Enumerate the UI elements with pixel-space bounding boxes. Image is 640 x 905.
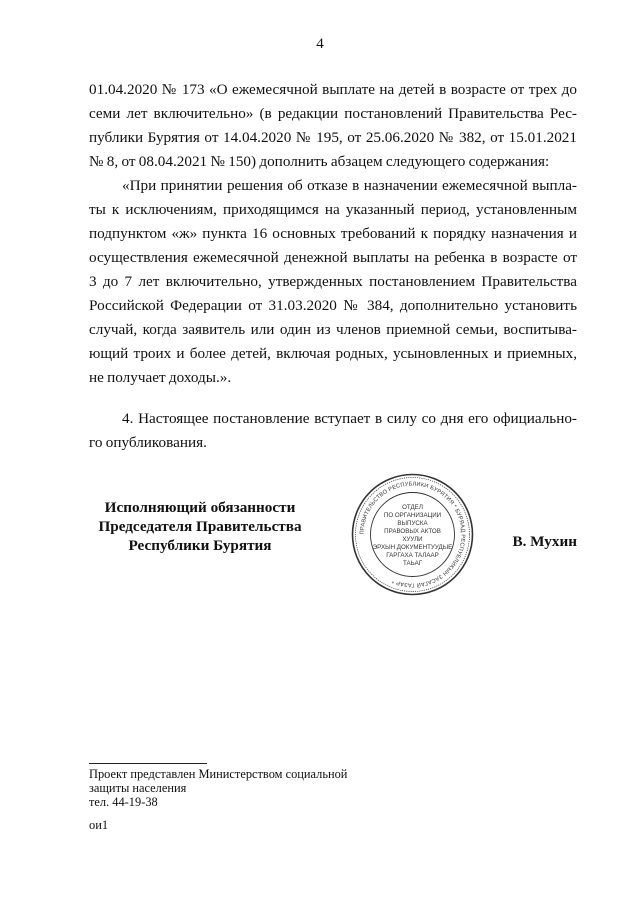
signer-position-line: Республики Бурятия (128, 537, 272, 554)
footnote-line: Проект представлен Министерством социальной (89, 767, 348, 781)
text-line: осуществления ежемесячной денежной выплаты на ребенка в возрасте от (89, 249, 577, 266)
document-code: ои1 (89, 818, 109, 832)
text-line: № 8, от 08.04.2021 № 150) дополнить абзацем следующего содержания: (89, 153, 550, 170)
seal-line: ПО ОРГАНИЗАЦИИ (383, 512, 442, 519)
text-line: не получает доходы.». (89, 369, 232, 386)
text-line: семи лет включительно» (в редакции постановлений Правительства Рес- (89, 105, 577, 122)
seal-line: ХУУЛИ (402, 536, 423, 543)
text-line: Российской Федерации от 31.03.2020 № 384, дополнительно установить (89, 297, 577, 314)
text-line: случай, когда заявитель или один из членов приемной семьи, воспитыва- (89, 321, 577, 338)
text-line: «При принятии решения об отказе в назначении ежемесячной выпла- (122, 177, 577, 194)
text-line: подпунктом «ж» пункта 16 основных требований к порядку назначения и (89, 225, 577, 242)
seal-line: ЭРХЫН ДОКУМЕНТУУДЫЕ (372, 544, 453, 551)
signer-position-line: Исполняющий обязанности (104, 499, 296, 516)
text-line: ющий троих и более детей, включая родных, усыновленных и приемных, (89, 345, 577, 362)
text-line: 3 до 7 лет включительно, утвержденных постановлением Правительства (89, 273, 577, 290)
footnote-divider (89, 763, 207, 764)
signer-position-line: Председателя Правительства (98, 518, 302, 535)
seal-line: ВЫПУСКА (397, 520, 428, 527)
text-line: го опубликования. (89, 434, 207, 451)
text-line: ты к исключениям, приходящимся на указанный период, установленным (89, 201, 577, 218)
seal-line: ПРАВОВЫХ АКТОВ (384, 528, 441, 535)
text-line: 4. Настоящее постановление вступает в силу со дня его официально- (122, 410, 577, 427)
official-seal (350, 472, 475, 597)
footnote-line: защиты населения (89, 781, 187, 795)
page-number: 4 (316, 36, 324, 52)
seal-ring-text: ПРАВИТЕЛЬСТВО РЕСПУБЛИКИ БУРЯТИЯ * БУРЯАД РЕСПУБЛИКЫН ЗАСАГАЙ ГАЗАР * (359, 481, 466, 588)
seal-line: ОТДЕЛ (402, 504, 423, 511)
text-line: публики Бурятия от 14.04.2020 № 195, от 25.06.2020 № 382, от 15.01.2021 (89, 129, 577, 146)
signer-name: В. Мухин (512, 533, 577, 550)
seal-line: ГАРГАХА ТАЛААР (386, 552, 439, 559)
footnote-line: тел. 44-19-38 (89, 795, 158, 809)
text-line: 01.04.2020 № 173 «О ежемесячной выплате на детей в возрасте от трех до (89, 81, 577, 98)
seal-line: ТАЬАГ (402, 560, 423, 567)
